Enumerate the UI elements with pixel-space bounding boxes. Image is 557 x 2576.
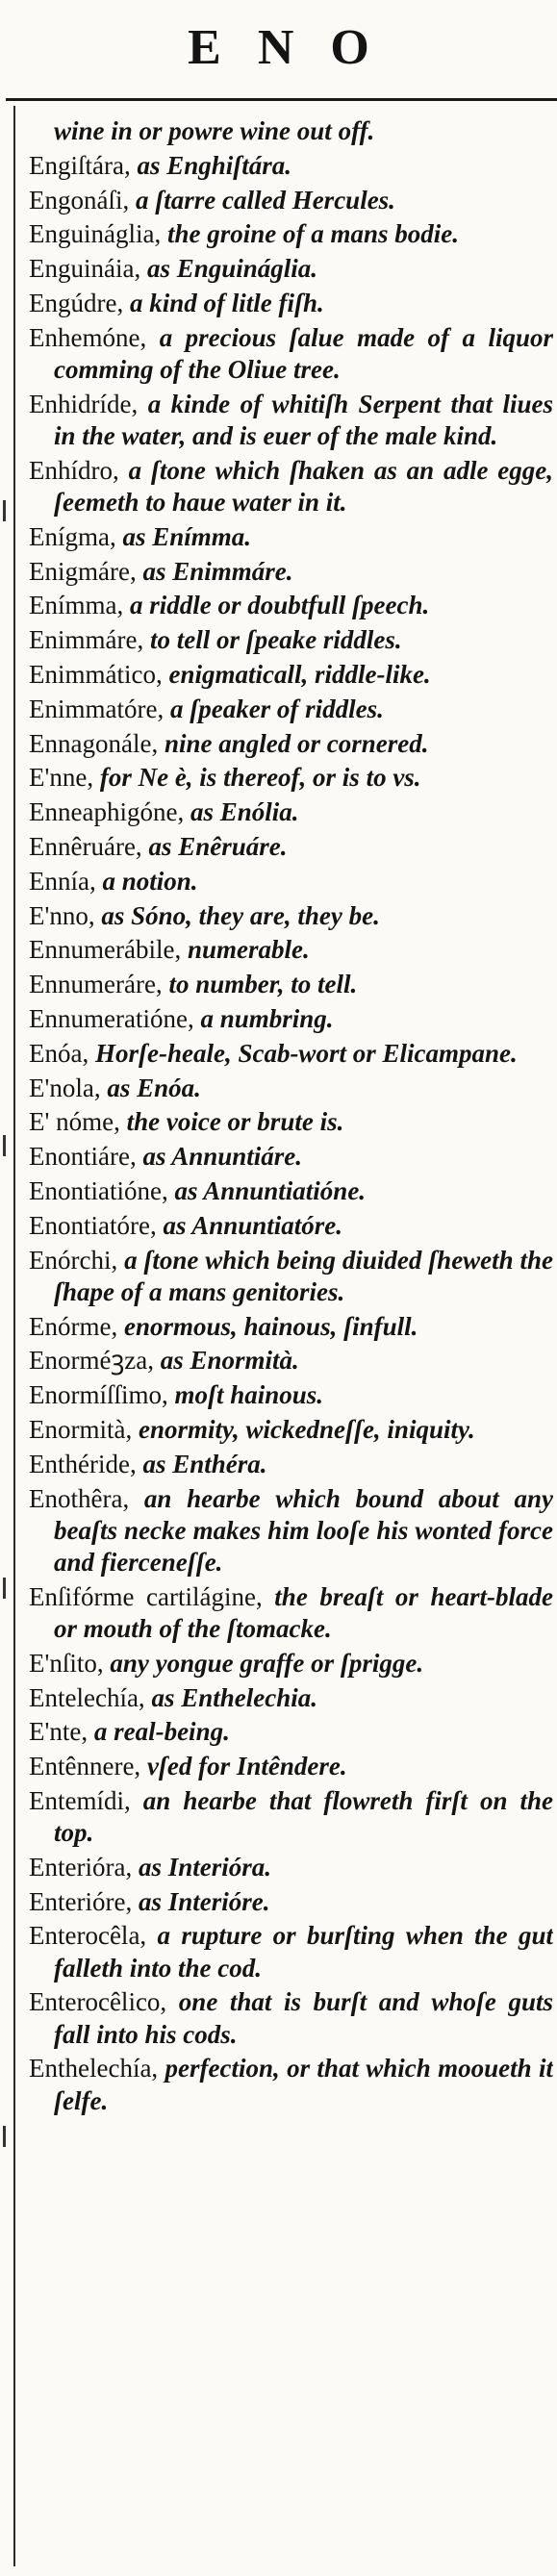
- dictionary-entry: [29, 1785, 553, 1849]
- entry-headword: Enimmáre,: [29, 625, 144, 655]
- entry-headword: Enguináglia,: [29, 219, 162, 249]
- entry-definition: as Sóno, they are, they be.: [101, 900, 380, 930]
- dictionary-entry: [29, 1073, 553, 1104]
- entry-definition: as Enghiſtára.: [137, 150, 292, 180]
- entry-definition: as Enormità.: [160, 1346, 299, 1376]
- entry-headword: Ennagonále,: [29, 728, 159, 758]
- dictionary-entry: [29, 694, 553, 725]
- dictionary-entry: [29, 1414, 553, 1446]
- entry-definition: numerable.: [187, 935, 310, 965]
- entry-definition: Horſe-heale, Scab-wort or Elicampane.: [94, 1038, 518, 1068]
- entry-headword: Enórchi,: [29, 1245, 118, 1275]
- entry-definition: the breaſt or heart-blade or mouth of the ſtomacke.: [54, 1581, 553, 1643]
- entry-definition: vſed for Intêndere.: [146, 1752, 347, 1781]
- entry-headword: Enormità,: [29, 1414, 133, 1444]
- entry-headword: Entênnere,: [29, 1752, 141, 1781]
- margin-mark: [3, 1135, 6, 1156]
- entry-definition: an hearbe which bound about any beaſts necke makes him looſe his wonted force and fierceneſſe.: [54, 1483, 553, 1577]
- dictionary-entry: [29, 218, 553, 250]
- entry-headword: Enimmatóre,: [29, 694, 165, 723]
- entry-headword: Enorméꝫza,: [29, 1346, 154, 1376]
- entry-definition: a notion.: [102, 866, 198, 896]
- entry-definition: the voice or brute is.: [126, 1107, 344, 1137]
- dictionary-entry: [29, 115, 553, 147]
- dictionary-entry: [29, 762, 553, 794]
- entry-headword: Ennumerábile,: [29, 935, 182, 965]
- entry-headword: Ennumeratióne,: [29, 1003, 194, 1033]
- entry-definition: any yongue graffe or ſprigge.: [110, 1648, 424, 1678]
- entry-definition: as Annuntiatóre.: [163, 1210, 343, 1240]
- entry-headword: Enterióre,: [29, 1886, 133, 1916]
- entry-definition: nine angled or cornered.: [164, 728, 429, 758]
- entry-headword: Ennumeráre,: [29, 970, 163, 999]
- entry-headword: Enigmáre,: [29, 556, 137, 586]
- dictionary-entry: [29, 969, 553, 1000]
- entry-definition: a numbring.: [200, 1003, 334, 1033]
- dictionary-entry: [29, 1379, 553, 1411]
- entry-headword: Engiſtára,: [29, 150, 131, 180]
- dictionary-entry: [29, 659, 553, 691]
- entry-definition: perfection, or that which mooueth it ſelfe.: [54, 2054, 553, 2115]
- margin-mark: [3, 500, 6, 521]
- dictionary-entry: [29, 150, 553, 182]
- entry-definition: to number, to tell.: [168, 970, 358, 999]
- entry-definition: as Enóa.: [107, 1073, 201, 1102]
- entry-headword: E'nola,: [29, 1073, 101, 1102]
- entry-definition: as Interióre.: [138, 1886, 270, 1916]
- dictionary-entry: [29, 389, 553, 452]
- entry-definition: as Enêruáre.: [148, 831, 288, 861]
- entry-definition: as Enthelechia.: [151, 1682, 317, 1712]
- dictionary-entry: [29, 288, 553, 319]
- entry-headword: Enóa,: [29, 1038, 89, 1068]
- entry-definition: a ſtone which ſhaken as an adle egge, ſeemeth to haue water in it.: [54, 455, 553, 517]
- entry-headword: Enormíſſimo,: [29, 1380, 168, 1410]
- entry-definition: a ſtone which being diuided ſheweth the ſhape of a mans genitories.: [54, 1245, 553, 1306]
- entry-definition: moſt hainous.: [174, 1380, 324, 1410]
- entry-headword: Enſifórme cartilágine,: [29, 1581, 263, 1611]
- dictionary-entry: [29, 1311, 553, 1343]
- entry-definition: enigmaticall, riddle-like.: [168, 659, 431, 689]
- dictionary-entry: [29, 1038, 553, 1070]
- column-rule: [13, 106, 15, 2566]
- page-header: [0, 0, 557, 96]
- entry-headword: E' nóme,: [29, 1107, 120, 1137]
- dictionary-entry: [29, 1682, 553, 1714]
- entry-headword: E'nno,: [29, 900, 95, 930]
- entry-headword: Engúdre,: [29, 288, 124, 317]
- dictionary-entry: [29, 1449, 553, 1480]
- entry-headword: Enguináia,: [29, 254, 141, 284]
- dictionary-entry: [29, 831, 553, 863]
- dictionary-entry: [29, 796, 553, 828]
- dictionary-entry: [29, 1210, 553, 1242]
- entry-headword: Enhemóne,: [29, 322, 147, 352]
- dictionary-entry: [29, 1751, 553, 1782]
- entry-headword: E'nte,: [29, 1717, 89, 1747]
- dictionary-entry: [29, 521, 553, 553]
- dictionary-entry: [29, 1986, 553, 2050]
- dictionary-entry: [29, 1345, 553, 1376]
- entry-definition: enormity, wickedneſſe, iniquity.: [138, 1414, 475, 1444]
- entry-definition: a real-being.: [93, 1717, 230, 1747]
- entry-definition: to tell or ſpeake riddles.: [149, 625, 402, 655]
- entry-headword: Enimmático,: [29, 659, 163, 689]
- entry-definition: a rupture or burſting when the gut falleth into the cod.: [54, 1921, 553, 1983]
- dictionary-entry: [29, 1852, 553, 1883]
- dictionary-entry: [29, 934, 553, 966]
- dictionary-entry: [29, 1920, 553, 1983]
- dictionary-entry: [29, 556, 553, 588]
- entry-headword: Enontiatióne,: [29, 1175, 168, 1205]
- entry-definition: a ſtarre called Hercules.: [135, 185, 395, 215]
- margin-mark: [3, 2126, 6, 2147]
- entry-definition: wine in or powre wine out off.: [54, 116, 375, 145]
- entry-definition: enormous, hainous, ſinfull.: [123, 1311, 418, 1341]
- entry-headword: Entemídi,: [29, 1785, 131, 1815]
- entry-headword: E'nne,: [29, 763, 94, 793]
- page-title: ENO: [188, 20, 406, 75]
- entry-headword: Enthelechía,: [29, 2054, 159, 2084]
- dictionary-entry: [29, 900, 553, 932]
- dictionary-entries: [29, 115, 553, 2568]
- entry-headword: Enterióra,: [29, 1852, 133, 1881]
- dictionary-entry: [29, 1175, 553, 1207]
- dictionary-entry: [29, 322, 553, 386]
- dictionary-entry: [29, 1141, 553, 1173]
- entry-headword: Enontiáre,: [29, 1142, 137, 1172]
- entry-definition: a precious ſalue made of a liquor comming of the Oliue tree.: [54, 322, 553, 384]
- entry-headword: Ennêruáre,: [29, 831, 142, 861]
- entry-headword: Enneaphigóne,: [29, 797, 185, 827]
- dictionary-entry: [29, 728, 553, 760]
- dictionary-entry: [29, 253, 553, 285]
- header-rule: [6, 98, 557, 101]
- entry-definition: as Enthéra.: [142, 1449, 267, 1478]
- entry-headword: Enhidríde,: [29, 389, 139, 418]
- entry-definition: as Enímma.: [122, 521, 252, 551]
- entry-definition: as Enólia.: [190, 797, 299, 827]
- entry-headword: Enterocêla,: [29, 1921, 147, 1951]
- entry-definition: as Annuntiatióne.: [174, 1175, 367, 1205]
- entry-definition: one that is burſt and whoſe guts fall into his cods.: [54, 1987, 553, 2049]
- dictionary-entry: [29, 1581, 553, 1645]
- entry-headword: E'nſito,: [29, 1648, 104, 1678]
- entry-definition: as Interióra.: [138, 1852, 271, 1881]
- entry-headword: Enthéride,: [29, 1449, 137, 1478]
- entry-headword: Engonáſi,: [29, 185, 130, 215]
- entry-headword: Entelechía,: [29, 1682, 145, 1712]
- entry-headword: Enórme,: [29, 1311, 118, 1341]
- entry-headword: Enontiatóre,: [29, 1210, 157, 1240]
- entry-headword: Enhídro,: [29, 455, 119, 485]
- dictionary-entry: [29, 1106, 553, 1138]
- entry-definition: a kinde of whitiſh Serpent that liues in the water, and is euer of the male kind.: [54, 389, 553, 450]
- entry-definition: as Annuntiáre.: [142, 1142, 303, 1172]
- entry-definition: for Ne è, is thereof, or is to vs.: [99, 763, 421, 793]
- entry-definition: as Enguináglia.: [146, 254, 318, 284]
- entry-definition: as Enimmáre.: [142, 556, 293, 586]
- dictionary-entry: [29, 590, 553, 621]
- margin-mark: [3, 1578, 6, 1599]
- entry-definition: a ſpeaker of riddles.: [169, 694, 384, 723]
- dictionary-entry: [29, 624, 553, 656]
- entry-headword: Ennía,: [29, 866, 96, 896]
- entry-definition: an hearbe that flowreth firſt on the top.: [54, 1785, 553, 1848]
- dictionary-entry: [29, 455, 553, 518]
- entry-definition: a kind of litle fiſh.: [129, 288, 324, 317]
- dictionary-entry: [29, 2053, 553, 2116]
- dictionary-entry: [29, 1003, 553, 1035]
- entry-definition: the groine of a mans bodie.: [166, 219, 459, 249]
- entry-headword: Enothêra,: [29, 1483, 130, 1513]
- dictionary-entry: [29, 1648, 553, 1679]
- dictionary-entry: [29, 1483, 553, 1579]
- dictionary-entry: [29, 866, 553, 897]
- dictionary-entry: [29, 185, 553, 216]
- dictionary-entry: [29, 1245, 553, 1308]
- dictionary-entry: [29, 1716, 553, 1748]
- entry-definition: a riddle or doubtfull ſpeech.: [129, 591, 430, 620]
- entry-headword: Enígma,: [29, 521, 116, 551]
- entry-headword: Enterocêlico,: [29, 1987, 167, 2017]
- entry-headword: Enímma,: [29, 591, 124, 620]
- dictionary-entry: [29, 1886, 553, 1918]
